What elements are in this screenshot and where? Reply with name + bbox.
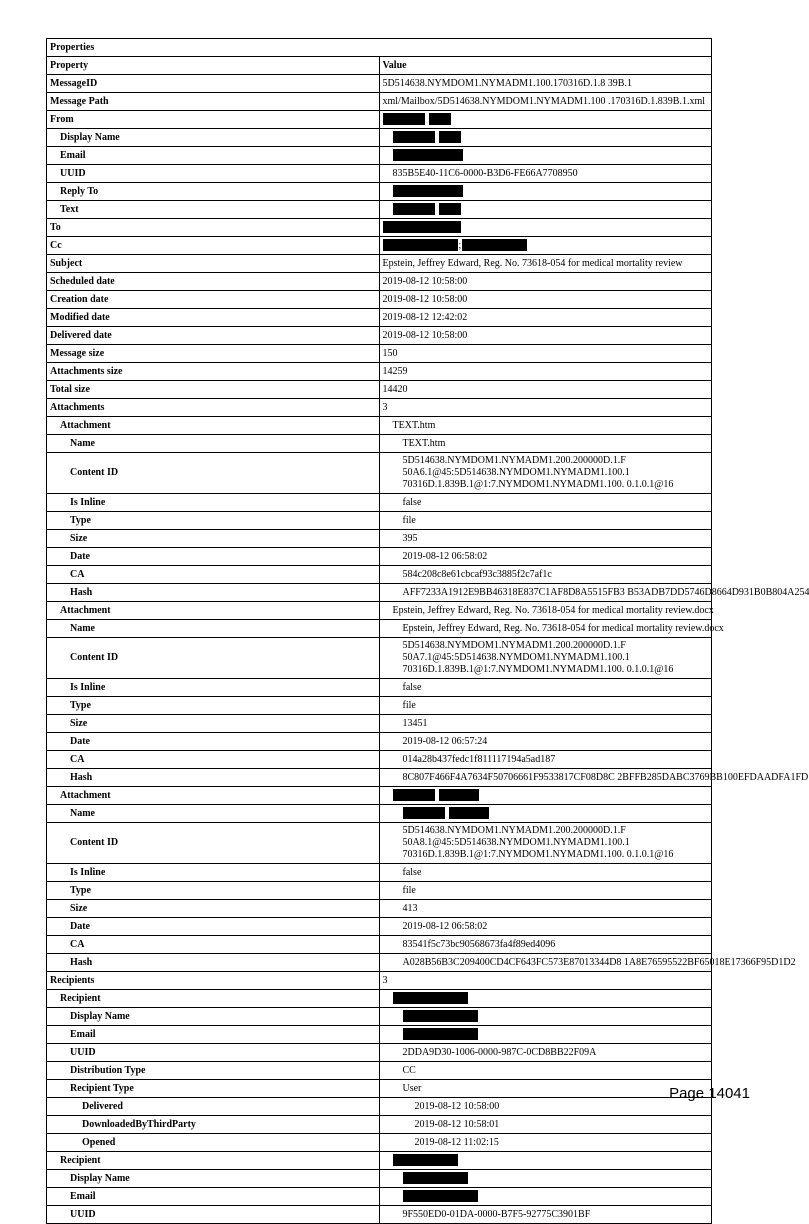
table-header-row <box>47 57 712 75</box>
property-value-cell <box>379 291 712 309</box>
property-value: 5D514638.NYMDOM1.NYMADM1.200.200000D.1.F 50A6.1@45:5D514638.NYMDOM1.NYMADM1.100.1 70316D.1.839B.1@1:7.NYMDOM1.NYMADM1.100. 0.1.0.1@16 <box>403 455 674 490</box>
table-row <box>47 345 712 363</box>
redaction-block <box>449 807 489 819</box>
property-label: Total size <box>47 381 380 399</box>
property-value-cell <box>379 1116 712 1134</box>
property-value: false <box>403 497 422 508</box>
property-value-cell <box>379 1062 712 1080</box>
property-value-cell <box>379 183 712 201</box>
property-value: 14420 <box>383 384 408 395</box>
property-label: Text <box>47 201 380 219</box>
property-value-cell <box>379 805 712 823</box>
property-value-cell <box>379 494 712 512</box>
property-label: UUID <box>47 1044 380 1062</box>
separator <box>446 808 449 819</box>
table-row <box>47 201 712 219</box>
table-row <box>47 972 712 990</box>
property-label: Attachment <box>47 787 380 805</box>
property-value-cell <box>379 620 712 638</box>
property-label: Message size <box>47 345 380 363</box>
property-label: Message Path <box>47 93 380 111</box>
property-label: Email <box>47 1026 380 1044</box>
property-value: file <box>403 700 416 711</box>
property-label: Attachments size <box>47 363 380 381</box>
property-label: Creation date <box>47 291 380 309</box>
property-value-cell <box>379 990 712 1008</box>
property-value: 2019-08-12 10:58:00 <box>383 276 468 287</box>
property-value: file <box>403 885 416 896</box>
property-value-cell <box>379 399 712 417</box>
property-value: 2019-08-12 10:58:01 <box>415 1119 500 1130</box>
property-value: 5D514638.NYMDOM1.NYMADM1.100.170316D.1.8 39B.1 <box>383 78 632 89</box>
redaction-block <box>403 1190 478 1202</box>
table-row <box>47 1188 712 1206</box>
table-row <box>47 769 712 787</box>
property-value-cell <box>379 1044 712 1062</box>
property-value-cell <box>379 147 712 165</box>
page-number: Page 14041 <box>669 1085 750 1102</box>
property-value-cell <box>379 697 712 715</box>
property-label: Email <box>47 147 380 165</box>
property-value: xml/Mailbox/5D514638.NYMDOM1.NYMADM1.100 .170316D.1.839B.1.xml <box>383 96 706 107</box>
property-value-cell <box>379 954 712 972</box>
table-row <box>47 864 712 882</box>
property-label: Recipients <box>47 972 380 990</box>
table-row <box>47 399 712 417</box>
property-value-cell <box>379 435 712 453</box>
property-value: 9F550ED0-01DA-0000-B7F5-92775C3901BF <box>403 1209 591 1220</box>
property-label: Hash <box>47 584 380 602</box>
property-label: Modified date <box>47 309 380 327</box>
property-label: MessageID <box>47 75 380 93</box>
redaction-block <box>383 239 458 251</box>
property-value-cell <box>379 327 712 345</box>
redaction-block <box>393 789 435 801</box>
table-row <box>47 1170 712 1188</box>
property-label: Size <box>47 530 380 548</box>
redaction-block <box>403 1172 468 1184</box>
redaction-block <box>393 203 435 215</box>
property-value: 2019-08-12 06:58:02 <box>403 551 488 562</box>
table-title: Properties <box>47 39 712 57</box>
property-label: From <box>47 111 380 129</box>
property-value: A028B56B3C209400CD4CF643FC573E87013344D8 1A8E76595522BF65018E17366F95D1D2 <box>403 957 796 968</box>
property-value: 2DDA9D30-1006-0000-987C-0CD8BB22F09A <box>403 1047 597 1058</box>
property-label: Size <box>47 900 380 918</box>
property-value: file <box>403 515 416 526</box>
property-value-cell <box>379 638 712 679</box>
property-value-cell <box>379 75 712 93</box>
table-row <box>47 584 712 602</box>
property-value-cell <box>379 219 712 237</box>
property-label: Reply To <box>47 183 380 201</box>
table-row <box>47 936 712 954</box>
table-row <box>47 237 712 255</box>
property-value-cell <box>379 900 712 918</box>
property-value-cell <box>379 165 712 183</box>
property-value-cell <box>379 733 712 751</box>
property-value-cell <box>379 381 712 399</box>
property-value-cell <box>379 936 712 954</box>
property-label: Name <box>47 435 380 453</box>
property-value-cell <box>379 602 712 620</box>
property-label: Hash <box>47 954 380 972</box>
property-value-cell <box>379 882 712 900</box>
redaction-block <box>439 203 461 215</box>
property-label: CA <box>47 566 380 584</box>
redaction-block <box>439 789 479 801</box>
redaction-block <box>403 1010 478 1022</box>
property-value-cell <box>379 1152 712 1170</box>
property-value: 2019-08-12 06:58:02 <box>403 921 488 932</box>
table-title-row <box>47 39 712 57</box>
table-row <box>47 129 712 147</box>
table-row <box>47 381 712 399</box>
property-value: 2019-08-12 06:57:24 <box>403 736 488 747</box>
property-value: 2019-08-12 12:42:02 <box>383 312 468 323</box>
property-label: Cc <box>47 237 380 255</box>
table-row <box>47 219 712 237</box>
property-value-cell <box>379 255 712 273</box>
table-row <box>47 255 712 273</box>
table-row <box>47 1152 712 1170</box>
property-value: false <box>403 682 422 693</box>
property-value-cell <box>379 1026 712 1044</box>
property-label: Display Name <box>47 129 380 147</box>
property-label: Content ID <box>47 638 380 679</box>
property-value-cell <box>379 201 712 219</box>
property-value: User <box>403 1083 422 1094</box>
property-label: CA <box>47 751 380 769</box>
property-value: 413 <box>403 903 418 914</box>
property-label: Name <box>47 805 380 823</box>
property-label: Email <box>47 1188 380 1206</box>
property-value: 584c208c8e61cbcaf93c3885f2c7af1c <box>403 569 552 580</box>
property-label: Delivered <box>47 1098 380 1116</box>
property-label: Recipient Type <box>47 1080 380 1098</box>
property-label: Delivered date <box>47 327 380 345</box>
table-row <box>47 453 712 494</box>
table-row <box>47 1098 712 1116</box>
property-label: Recipient <box>47 1152 380 1170</box>
property-value-cell <box>379 453 712 494</box>
table-row <box>47 1116 712 1134</box>
redaction-block <box>403 807 445 819</box>
table-row <box>47 494 712 512</box>
property-value-cell <box>379 1188 712 1206</box>
property-label: Type <box>47 512 380 530</box>
property-label: Display Name <box>47 1008 380 1026</box>
property-label: Scheduled date <box>47 273 380 291</box>
redaction-block <box>393 185 463 197</box>
property-value-cell <box>379 309 712 327</box>
property-label: Opened <box>47 1134 380 1152</box>
property-value: TEXT.htm <box>393 420 436 431</box>
separator <box>436 790 439 801</box>
property-label: Display Name <box>47 1170 380 1188</box>
property-value-cell <box>379 715 712 733</box>
property-value: 2019-08-12 10:58:00 <box>383 330 468 341</box>
property-value: 395 <box>403 533 418 544</box>
table-row <box>47 93 712 111</box>
properties-table <box>46 38 712 1224</box>
table-row <box>47 165 712 183</box>
table-row <box>47 309 712 327</box>
redaction-block <box>429 113 451 125</box>
table-row <box>47 1062 712 1080</box>
property-value-cell <box>379 93 712 111</box>
property-label: Hash <box>47 769 380 787</box>
property-value: CC <box>403 1065 416 1076</box>
header-property: Property <box>47 57 380 75</box>
property-value-cell <box>379 864 712 882</box>
table-row <box>47 75 712 93</box>
property-label: Is Inline <box>47 864 380 882</box>
table-row <box>47 918 712 936</box>
property-value: Epstein, Jeffrey Edward, Reg. No. 73618-054 for medical mortality review.docx <box>393 605 714 616</box>
property-value: Epstein, Jeffrey Edward, Reg. No. 73618-054 for medical mortality review <box>383 258 683 269</box>
table-row <box>47 327 712 345</box>
redaction-block <box>383 113 425 125</box>
property-value-cell <box>379 111 712 129</box>
property-value-cell <box>379 1170 712 1188</box>
table-row <box>47 751 712 769</box>
table-row <box>47 530 712 548</box>
property-value: 150 <box>383 348 398 359</box>
property-value-cell <box>379 972 712 990</box>
property-value-cell <box>379 769 712 787</box>
table-row <box>47 900 712 918</box>
table-row <box>47 620 712 638</box>
table-row <box>47 111 712 129</box>
property-label: Date <box>47 733 380 751</box>
table-row <box>47 805 712 823</box>
property-value-cell <box>379 1206 712 1224</box>
redaction-block <box>393 1154 458 1166</box>
property-value: 2019-08-12 10:58:00 <box>415 1101 500 1112</box>
property-value-cell <box>379 512 712 530</box>
property-value-cell <box>379 237 712 255</box>
separator <box>426 114 429 125</box>
separator <box>436 132 439 143</box>
property-label: Size <box>47 715 380 733</box>
property-value: 3 <box>383 975 388 986</box>
property-label: To <box>47 219 380 237</box>
property-label: Content ID <box>47 453 380 494</box>
property-value-cell <box>379 363 712 381</box>
property-value-cell <box>379 345 712 363</box>
property-value-cell <box>379 751 712 769</box>
property-label: Type <box>47 697 380 715</box>
property-value-cell <box>379 679 712 697</box>
property-value-cell <box>379 273 712 291</box>
property-value: 2019-08-12 10:58:00 <box>383 294 468 305</box>
property-value-cell <box>379 584 712 602</box>
redaction-block <box>439 131 461 143</box>
separator: ; <box>459 240 462 251</box>
table-row <box>47 1080 712 1098</box>
table-row <box>47 1026 712 1044</box>
property-label: Attachment <box>47 417 380 435</box>
property-label: Name <box>47 620 380 638</box>
redaction-block <box>393 131 435 143</box>
table-row <box>47 183 712 201</box>
table-row <box>47 435 712 453</box>
property-label: Date <box>47 918 380 936</box>
table-row <box>47 566 712 584</box>
property-label: Attachments <box>47 399 380 417</box>
table-row <box>47 679 712 697</box>
property-value-cell <box>379 787 712 805</box>
table-row <box>47 602 712 620</box>
property-label: Subject <box>47 255 380 273</box>
property-value: 835B5E40-11C6-0000-B3D6-FE66A7708950 <box>393 168 578 179</box>
table-row <box>47 954 712 972</box>
property-value-cell <box>379 1080 712 1098</box>
redaction-block <box>393 149 463 161</box>
table-row <box>47 638 712 679</box>
property-value-cell <box>379 1098 712 1116</box>
table-row <box>47 1044 712 1062</box>
redaction-block <box>393 992 468 1004</box>
property-value-cell <box>379 129 712 147</box>
table-row <box>47 512 712 530</box>
property-label: UUID <box>47 1206 380 1224</box>
header-value: Value <box>379 57 712 75</box>
separator <box>436 204 439 215</box>
property-value: 5D514638.NYMDOM1.NYMADM1.200.200000D.1.F 50A7.1@45:5D514638.NYMDOM1.NYMADM1.100.1 70316D.1.839B.1@1:7.NYMDOM1.NYMADM1.100. 0.1.0.1@16 <box>403 640 674 675</box>
table-row <box>47 787 712 805</box>
table-row <box>47 990 712 1008</box>
property-value-cell <box>379 566 712 584</box>
property-value-cell <box>379 417 712 435</box>
redaction-block <box>462 239 527 251</box>
property-value: 5D514638.NYMDOM1.NYMADM1.200.200000D.1.F 50A8.1@45:5D514638.NYMDOM1.NYMADM1.100.1 70316D.1.839B.1@1:7.NYMDOM1.NYMADM1.100. 0.1.0.1@16 <box>403 825 674 860</box>
table-row <box>47 882 712 900</box>
property-label: Recipient <box>47 990 380 1008</box>
table-row <box>47 291 712 309</box>
property-value-cell <box>379 530 712 548</box>
property-label: Date <box>47 548 380 566</box>
table-row <box>47 1206 712 1224</box>
property-label: Attachment <box>47 602 380 620</box>
property-label: CA <box>47 936 380 954</box>
property-value: 8C807F466F4A7634F50706661F9533817CF08D8C 2BFFB285DABC3769BB100EFDAADFA1FD <box>403 772 809 783</box>
property-value: TEXT.htm <box>403 438 446 449</box>
table-row <box>47 417 712 435</box>
property-value: 83541f5c73bc90568673fa4f89ed4096 <box>403 939 556 950</box>
property-label: Distribution Type <box>47 1062 380 1080</box>
property-value: AFF7233A1912E9BB46318E837C1AF8D8A5515FB3 B53ADB7DD5746D8664D931B0B804A254 <box>403 587 809 598</box>
table-row <box>47 733 712 751</box>
property-label: UUID <box>47 165 380 183</box>
property-value-cell <box>379 1134 712 1152</box>
property-label: Is Inline <box>47 679 380 697</box>
table-row <box>47 715 712 733</box>
property-value-cell <box>379 1008 712 1026</box>
table-row <box>47 273 712 291</box>
table-row <box>47 1134 712 1152</box>
redaction-block <box>403 1028 478 1040</box>
property-value-cell <box>379 918 712 936</box>
table-row <box>47 363 712 381</box>
table-row <box>47 548 712 566</box>
property-value: false <box>403 867 422 878</box>
property-value-cell <box>379 548 712 566</box>
table-row <box>47 1008 712 1026</box>
property-value: 3 <box>383 402 388 413</box>
property-label: Type <box>47 882 380 900</box>
property-value: 2019-08-12 11:02:15 <box>415 1137 499 1148</box>
property-value-cell <box>379 823 712 864</box>
redaction-block <box>383 221 461 233</box>
table-row <box>47 823 712 864</box>
property-value: 14259 <box>383 366 408 377</box>
property-value: 13451 <box>403 718 428 729</box>
property-label: Is Inline <box>47 494 380 512</box>
property-label: DownloadedByThirdParty <box>47 1116 380 1134</box>
property-value: 014a28b437fedc1f811117194a5ad187 <box>403 754 556 765</box>
property-label: Content ID <box>47 823 380 864</box>
property-value: Epstein, Jeffrey Edward, Reg. No. 73618-054 for medical mortality review.docx <box>403 623 724 634</box>
table-row <box>47 147 712 165</box>
table-row <box>47 697 712 715</box>
